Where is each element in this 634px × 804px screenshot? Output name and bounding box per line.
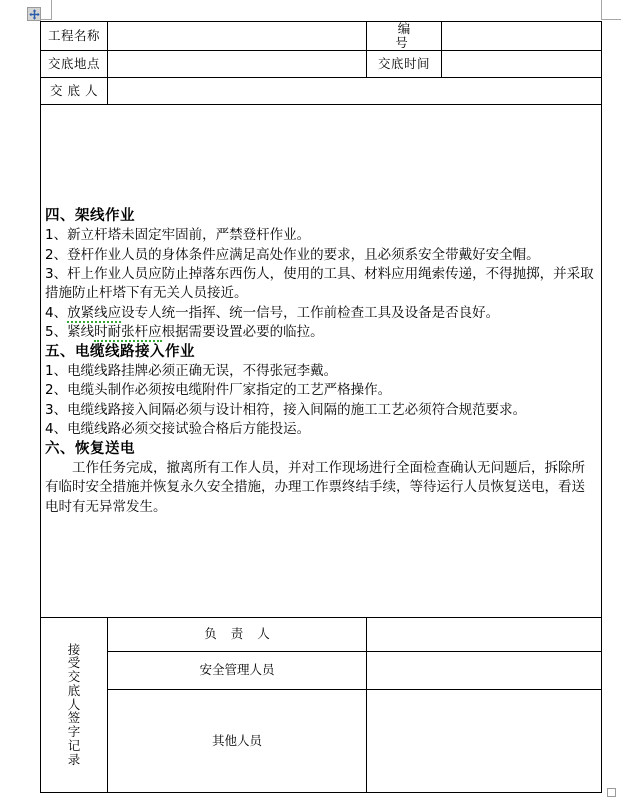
move-cross-icon	[29, 9, 40, 20]
section-6-paragraph: 工作任务完成，撤离所有工作人员，并对工作现场进行全面检查确认无问题后，拆除所有临时安全措施并恢复永久安全措施，办理工作票终结手续，等待运行人员恢复送电，看送电时有无异常发生。	[45, 460, 585, 515]
section-heading-5: 五、电缆线路接入作业	[45, 343, 195, 360]
vertical-char-9: 录	[67, 751, 81, 767]
label-number: 编 号	[367, 22, 442, 51]
table-row-location	[41, 50, 602, 77]
disclosure-form-table	[40, 21, 602, 793]
table-row-project-name	[41, 22, 602, 51]
section-4-item-1: 1、新立杆塔未固定牢固前，严禁登杆作业。	[45, 227, 311, 244]
grammar-squiggle: 放紧线应	[67, 304, 122, 321]
page-margin-guide-top-left-vertical	[51, 0, 52, 20]
label-safety-manager: 安全管理人员	[108, 651, 367, 689]
page-margin-guide-top-right-horizontal	[601, 19, 621, 20]
table-row-signature-others	[41, 689, 602, 792]
signature-block-vertical-label	[41, 617, 108, 792]
section-heading-4: 四、架线作业	[45, 207, 135, 224]
vertical-char-5: 人	[67, 696, 81, 712]
label-location: 交底地点	[41, 50, 108, 77]
table-row-signature-boss	[41, 617, 602, 651]
table-row-body	[41, 104, 602, 617]
vertical-char-3: 交	[67, 669, 81, 685]
table-resize-handle[interactable]	[607, 788, 616, 797]
field-other-personnel[interactable]	[367, 689, 602, 792]
vertical-char-2: 受	[67, 655, 81, 671]
field-location[interactable]	[108, 50, 367, 77]
label-presenter: 交 底 人	[41, 77, 108, 104]
field-project-name[interactable]	[108, 22, 367, 51]
label-responsible-person: 负 责 人	[108, 617, 367, 651]
grammar-squiggle: 时耐张杆应	[94, 324, 162, 341]
table-row-presenter	[41, 77, 602, 104]
section-5-item-2: 2、电缆头制作必须按电缆附件厂家指定的工艺严格操作。	[45, 382, 392, 399]
label-project-name: 工程名称	[41, 22, 108, 51]
field-presenter[interactable]	[108, 77, 602, 104]
section-4-item-3: 3、杆上作业人员应防止掉落东西伤人，使用的工具、材料应用绳索传递，不得抛掷，并采取措施防止杆塔下有无关人员接近。	[45, 265, 594, 302]
section-4-item-5: 5、紧线时耐张杆应根据需要设置必要的临拉。	[45, 324, 324, 341]
vertical-char-6: 签	[67, 710, 81, 726]
field-safety-manager[interactable]	[367, 651, 602, 689]
vertical-char-1: 接	[67, 641, 81, 657]
vertical-char-8: 记	[67, 737, 81, 753]
field-responsible-person[interactable]	[367, 617, 602, 651]
field-time[interactable]	[442, 50, 602, 77]
vertical-char-7: 字	[67, 724, 81, 740]
section-5-item-1: 1、电缆线路挂牌必须正确无误，不得张冠李戴。	[45, 363, 338, 379]
body-content-cell[interactable]	[41, 104, 602, 617]
field-number[interactable]	[442, 22, 602, 51]
table-row-signature-safety	[41, 651, 602, 689]
section-4-item-2: 2、登杆作业人员的身体条件应满足高处作业的要求，且必须系安全带戴好安全帽。	[45, 246, 540, 263]
label-other-personnel: 其他人员	[108, 689, 367, 792]
section-5-item-3: 3、电缆线路接入间隔必须与设计相符，接入间隔的施工工艺必须符合规范要求。	[45, 401, 527, 418]
body-text-block	[41, 204, 601, 518]
section-5-item-4: 4、电缆线路必须交接试验合格后方能投运。	[45, 421, 311, 438]
vertical-char-4: 底	[67, 682, 81, 698]
label-time: 交底时间	[367, 50, 442, 77]
page-margin-guide-top-right-vertical	[601, 0, 602, 20]
section-heading-6: 六、恢复送电	[45, 440, 135, 457]
table-move-handle[interactable]	[27, 7, 41, 21]
section-4-item-4: 4、放紧线应设专人统一指挥、统一信号，工作前检查工具及设备是否良好。	[45, 304, 500, 321]
